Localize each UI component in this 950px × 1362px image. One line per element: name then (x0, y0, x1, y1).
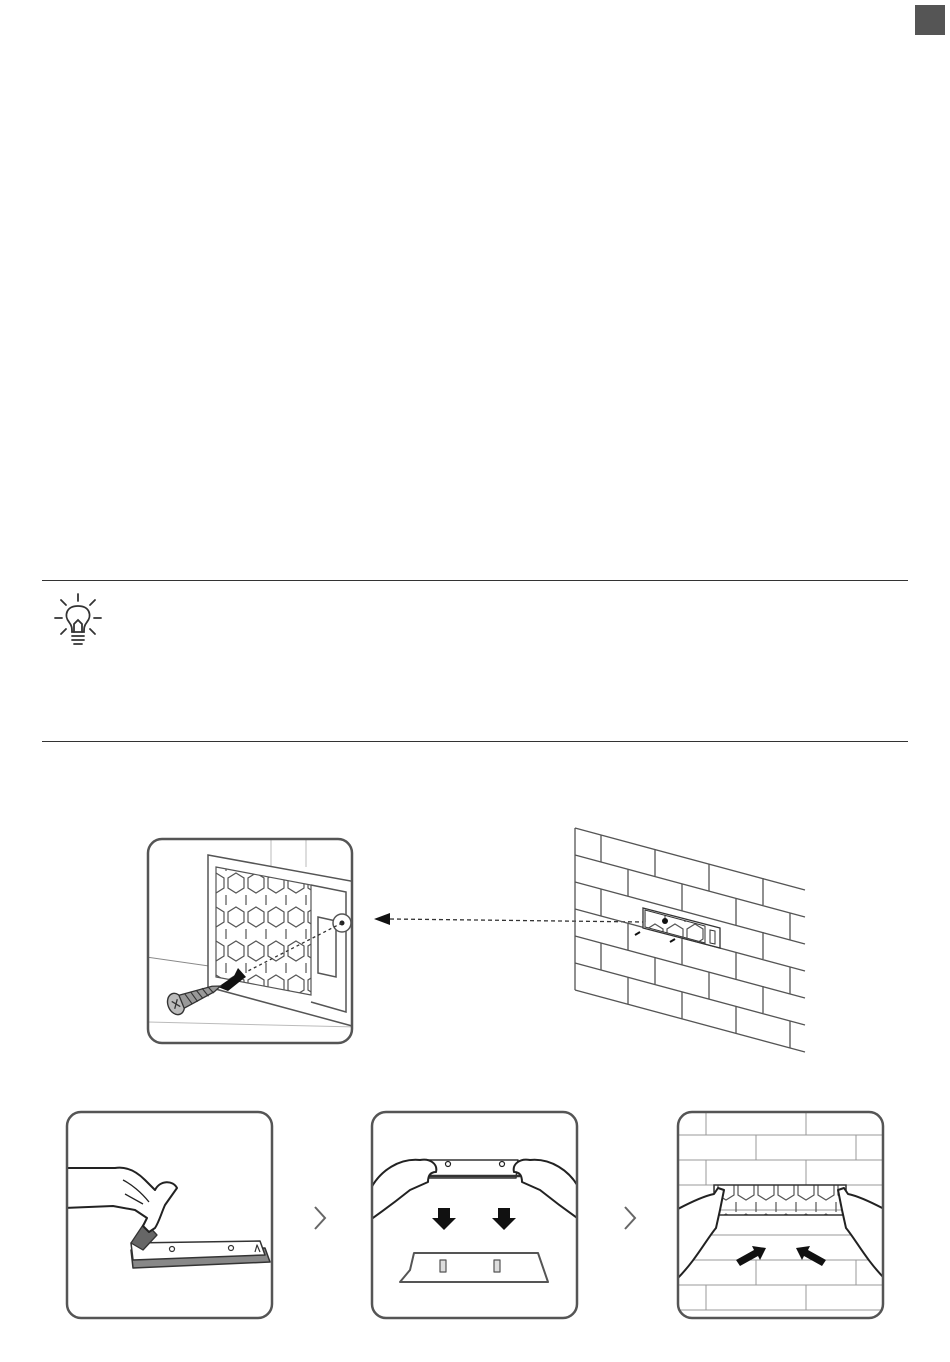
place-bracket-figure (370, 1110, 580, 1322)
screw-detail-figure (146, 837, 356, 1047)
wall-mount-figure (565, 820, 815, 1065)
hand-icon (65, 1168, 177, 1232)
tip-bottom-rule (42, 741, 908, 742)
tip-top-rule (42, 580, 908, 581)
chevron-right-icon (312, 1205, 328, 1231)
chevron-right-icon (622, 1205, 638, 1231)
mount-bracket-icon (635, 908, 720, 948)
hands-icon (370, 1160, 436, 1220)
page-tab (915, 5, 945, 35)
lightbulb-icon (52, 592, 104, 648)
press-on-wall-figure (676, 1110, 886, 1322)
up-arrow-icon (736, 1246, 766, 1266)
down-arrow-icon (432, 1208, 456, 1230)
peel-adhesive-figure (65, 1110, 275, 1322)
